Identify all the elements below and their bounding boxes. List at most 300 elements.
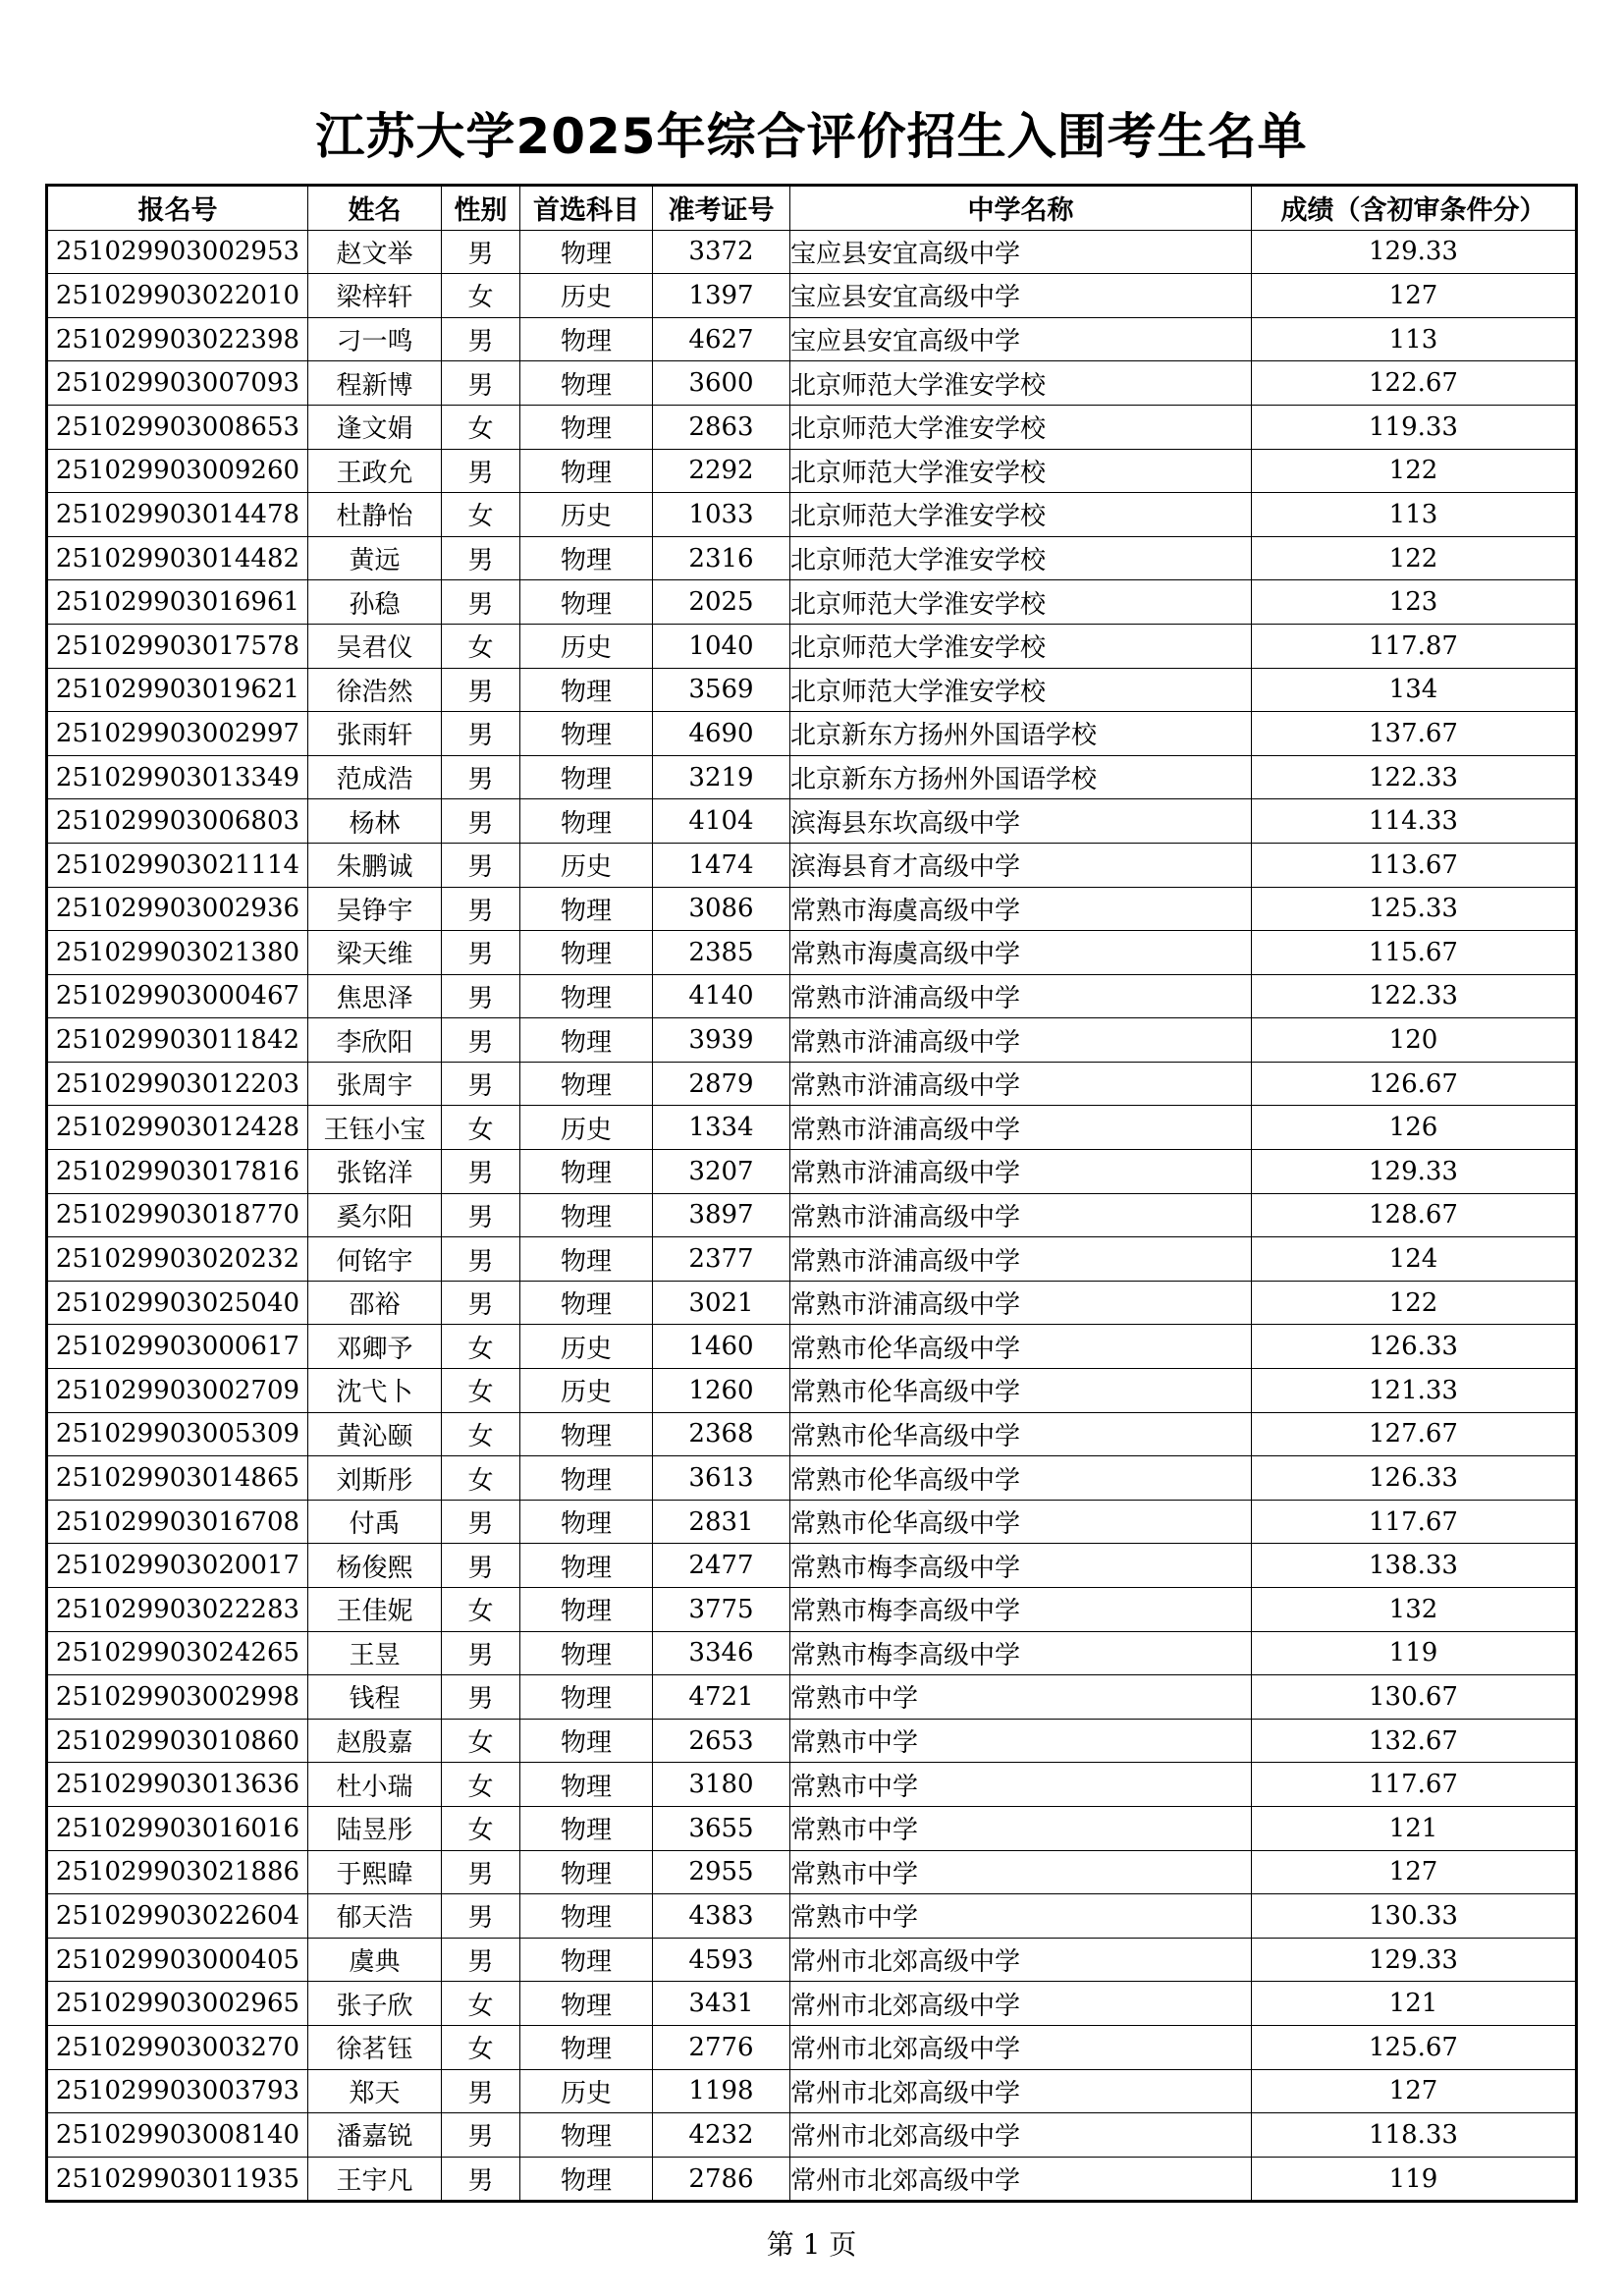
score-cell: 120 bbox=[1252, 1018, 1577, 1063]
table-row bbox=[47, 887, 1577, 931]
high-school-cell: 常州市北郊高级中学 bbox=[790, 1982, 1252, 2026]
first-subject-cell: 物理 bbox=[520, 1544, 653, 1588]
name-cell: 王宇凡 bbox=[308, 2157, 442, 2202]
score-cell: 127 bbox=[1252, 274, 1577, 318]
registration-number-cell: 251029903013349 bbox=[47, 755, 308, 799]
first-subject-cell: 物理 bbox=[520, 1763, 653, 1807]
gender-cell: 男 bbox=[442, 1018, 520, 1063]
first-subject-cell: 历史 bbox=[520, 1369, 653, 1413]
table-row bbox=[47, 1412, 1577, 1456]
first-subject-cell: 物理 bbox=[520, 755, 653, 799]
column-header-gender: 性别 bbox=[442, 186, 520, 231]
high-school-cell: 北京师范大学淮安学校 bbox=[790, 580, 1252, 625]
score-cell: 130.33 bbox=[1252, 1894, 1577, 1939]
table-row bbox=[47, 1982, 1577, 2026]
exam-ticket-number-cell: 2368 bbox=[653, 1412, 790, 1456]
high-school-cell: 常熟市梅李高级中学 bbox=[790, 1631, 1252, 1675]
first-subject-cell: 物理 bbox=[520, 1193, 653, 1237]
exam-ticket-number-cell: 2863 bbox=[653, 405, 790, 449]
table-row bbox=[47, 1281, 1577, 1325]
name-cell: 逢文娟 bbox=[308, 405, 442, 449]
gender-cell: 男 bbox=[442, 931, 520, 975]
high-school-cell: 北京新东方扬州外国语学校 bbox=[790, 755, 1252, 799]
registration-number-cell: 251029903002965 bbox=[47, 1982, 308, 2026]
name-cell: 杜小瑞 bbox=[308, 1763, 442, 1807]
name-cell: 朱鹏诚 bbox=[308, 843, 442, 887]
name-cell: 徐浩然 bbox=[308, 668, 442, 712]
high-school-cell: 常州市北郊高级中学 bbox=[790, 2025, 1252, 2069]
first-subject-cell: 物理 bbox=[520, 712, 653, 756]
first-subject-cell: 物理 bbox=[520, 1588, 653, 1632]
score-cell: 127 bbox=[1252, 2069, 1577, 2113]
high-school-cell: 常熟市浒浦高级中学 bbox=[790, 1106, 1252, 1150]
name-cell: 王佳妮 bbox=[308, 1588, 442, 1632]
score-cell: 119 bbox=[1252, 1631, 1577, 1675]
first-subject-cell: 物理 bbox=[520, 1806, 653, 1850]
score-cell: 126.67 bbox=[1252, 1062, 1577, 1106]
gender-cell: 女 bbox=[442, 1412, 520, 1456]
exam-ticket-number-cell: 2316 bbox=[653, 536, 790, 580]
table-body bbox=[47, 230, 1577, 2202]
registration-number-cell: 251029903014482 bbox=[47, 536, 308, 580]
gender-cell: 男 bbox=[442, 799, 520, 844]
gender-cell: 男 bbox=[442, 2113, 520, 2158]
name-cell: 赵殷嘉 bbox=[308, 1719, 442, 1763]
first-subject-cell: 物理 bbox=[520, 2025, 653, 2069]
high-school-cell: 北京新东方扬州外国语学校 bbox=[790, 712, 1252, 756]
exam-ticket-number-cell: 2776 bbox=[653, 2025, 790, 2069]
first-subject-cell: 历史 bbox=[520, 843, 653, 887]
gender-cell: 男 bbox=[442, 1938, 520, 1982]
gender-cell: 男 bbox=[442, 1237, 520, 1282]
score-cell: 114.33 bbox=[1252, 799, 1577, 844]
registration-number-cell: 251029903000467 bbox=[47, 974, 308, 1018]
first-subject-cell: 物理 bbox=[520, 1631, 653, 1675]
exam-ticket-number-cell: 1260 bbox=[653, 1369, 790, 1413]
column-header-first-subject: 首选科目 bbox=[520, 186, 653, 231]
table-row bbox=[47, 493, 1577, 537]
registration-number-cell: 251029903002998 bbox=[47, 1675, 308, 1720]
admission-list-table bbox=[45, 184, 1578, 2203]
high-school-cell: 常熟市中学 bbox=[790, 1894, 1252, 1939]
registration-number-cell: 251029903021114 bbox=[47, 843, 308, 887]
exam-ticket-number-cell: 1033 bbox=[653, 493, 790, 537]
table-row bbox=[47, 799, 1577, 844]
exam-ticket-number-cell: 4721 bbox=[653, 1675, 790, 1720]
gender-cell: 女 bbox=[442, 1806, 520, 1850]
exam-ticket-number-cell: 4690 bbox=[653, 712, 790, 756]
first-subject-cell: 历史 bbox=[520, 624, 653, 668]
registration-number-cell: 251029903022010 bbox=[47, 274, 308, 318]
registration-number-cell: 251029903000405 bbox=[47, 1938, 308, 1982]
table-row bbox=[47, 1631, 1577, 1675]
gender-cell: 男 bbox=[442, 1500, 520, 1544]
score-cell: 127.67 bbox=[1252, 1412, 1577, 1456]
table-row bbox=[47, 2157, 1577, 2202]
score-cell: 134 bbox=[1252, 668, 1577, 712]
score-cell: 126.33 bbox=[1252, 1325, 1577, 1369]
score-cell: 122 bbox=[1252, 1281, 1577, 1325]
name-cell: 杨俊熙 bbox=[308, 1544, 442, 1588]
score-cell: 138.33 bbox=[1252, 1544, 1577, 1588]
table-row bbox=[47, 449, 1577, 493]
gender-cell: 男 bbox=[442, 230, 520, 274]
first-subject-cell: 物理 bbox=[520, 536, 653, 580]
score-cell: 126.33 bbox=[1252, 1456, 1577, 1501]
exam-ticket-number-cell: 3569 bbox=[653, 668, 790, 712]
registration-number-cell: 251029903002709 bbox=[47, 1369, 308, 1413]
score-cell: 127 bbox=[1252, 1850, 1577, 1894]
registration-number-cell: 251029903022604 bbox=[47, 1894, 308, 1939]
high-school-cell: 常熟市浒浦高级中学 bbox=[790, 1018, 1252, 1063]
table-row bbox=[47, 2113, 1577, 2158]
registration-number-cell: 251029903002997 bbox=[47, 712, 308, 756]
gender-cell: 女 bbox=[442, 624, 520, 668]
high-school-cell: 滨海县育才高级中学 bbox=[790, 843, 1252, 887]
registration-number-cell: 251029903012428 bbox=[47, 1106, 308, 1150]
exam-ticket-number-cell: 3346 bbox=[653, 1631, 790, 1675]
exam-ticket-number-cell: 3897 bbox=[653, 1193, 790, 1237]
registration-number-cell: 251029903021886 bbox=[47, 1850, 308, 1894]
high-school-cell: 滨海县东坎高级中学 bbox=[790, 799, 1252, 844]
name-cell: 郑天 bbox=[308, 2069, 442, 2113]
first-subject-cell: 物理 bbox=[520, 1850, 653, 1894]
table-row bbox=[47, 317, 1577, 361]
first-subject-cell: 物理 bbox=[520, 449, 653, 493]
score-cell: 129.33 bbox=[1252, 1938, 1577, 1982]
gender-cell: 男 bbox=[442, 1281, 520, 1325]
registration-number-cell: 251029903003793 bbox=[47, 2069, 308, 2113]
name-cell: 焦思泽 bbox=[308, 974, 442, 1018]
high-school-cell: 常熟市伦华高级中学 bbox=[790, 1325, 1252, 1369]
table-row bbox=[47, 1894, 1577, 1939]
high-school-cell: 常熟市浒浦高级中学 bbox=[790, 1150, 1252, 1194]
gender-cell: 男 bbox=[442, 536, 520, 580]
score-cell: 122 bbox=[1252, 536, 1577, 580]
registration-number-cell: 251029903018770 bbox=[47, 1193, 308, 1237]
table-row bbox=[47, 1719, 1577, 1763]
table-row bbox=[47, 974, 1577, 1018]
table-row bbox=[47, 712, 1577, 756]
table-row bbox=[47, 1806, 1577, 1850]
gender-cell: 男 bbox=[442, 668, 520, 712]
table-row bbox=[47, 1018, 1577, 1063]
table-row bbox=[47, 1369, 1577, 1413]
registration-number-cell: 251029903010860 bbox=[47, 1719, 308, 1763]
name-cell: 梁梓轩 bbox=[308, 274, 442, 318]
gender-cell: 男 bbox=[442, 843, 520, 887]
high-school-cell: 北京师范大学淮安学校 bbox=[790, 624, 1252, 668]
name-cell: 何铭宇 bbox=[308, 1237, 442, 1282]
score-cell: 125.33 bbox=[1252, 887, 1577, 931]
gender-cell: 女 bbox=[442, 1325, 520, 1369]
name-cell: 潘嘉锐 bbox=[308, 2113, 442, 2158]
first-subject-cell: 历史 bbox=[520, 1325, 653, 1369]
score-cell: 126 bbox=[1252, 1106, 1577, 1150]
registration-number-cell: 251029903014865 bbox=[47, 1456, 308, 1501]
registration-number-cell: 251029903017578 bbox=[47, 624, 308, 668]
gender-cell: 男 bbox=[442, 1631, 520, 1675]
gender-cell: 女 bbox=[442, 1763, 520, 1807]
table-row bbox=[47, 361, 1577, 406]
registration-number-cell: 251029903014478 bbox=[47, 493, 308, 537]
name-cell: 杨林 bbox=[308, 799, 442, 844]
gender-cell: 男 bbox=[442, 755, 520, 799]
table-header-row bbox=[47, 186, 1577, 231]
exam-ticket-number-cell: 2025 bbox=[653, 580, 790, 625]
high-school-cell: 常熟市浒浦高级中学 bbox=[790, 974, 1252, 1018]
score-cell: 129.33 bbox=[1252, 1150, 1577, 1194]
high-school-cell: 北京师范大学淮安学校 bbox=[790, 493, 1252, 537]
gender-cell: 男 bbox=[442, 974, 520, 1018]
table-row bbox=[47, 1675, 1577, 1720]
name-cell: 赵文举 bbox=[308, 230, 442, 274]
page-number: 第 1 页 bbox=[766, 2228, 857, 2261]
gender-cell: 男 bbox=[442, 1894, 520, 1939]
name-cell: 刘斯彤 bbox=[308, 1456, 442, 1501]
first-subject-cell: 历史 bbox=[520, 2069, 653, 2113]
name-cell: 沈弋卜 bbox=[308, 1369, 442, 1413]
gender-cell: 女 bbox=[442, 1982, 520, 2026]
registration-number-cell: 251029903025040 bbox=[47, 1281, 308, 1325]
exam-ticket-number-cell: 4104 bbox=[653, 799, 790, 844]
high-school-cell: 常熟市中学 bbox=[790, 1806, 1252, 1850]
exam-ticket-number-cell: 4627 bbox=[653, 317, 790, 361]
score-cell: 117.87 bbox=[1252, 624, 1577, 668]
score-cell: 118.33 bbox=[1252, 2113, 1577, 2158]
first-subject-cell: 历史 bbox=[520, 274, 653, 318]
table-row bbox=[47, 2069, 1577, 2113]
exam-ticket-number-cell: 3939 bbox=[653, 1018, 790, 1063]
exam-ticket-number-cell: 3219 bbox=[653, 755, 790, 799]
name-cell: 郁天浩 bbox=[308, 1894, 442, 1939]
table-row bbox=[47, 1325, 1577, 1369]
first-subject-cell: 物理 bbox=[520, 1237, 653, 1282]
name-cell: 邓卿予 bbox=[308, 1325, 442, 1369]
registration-number-cell: 251029903016961 bbox=[47, 580, 308, 625]
registration-number-cell: 251029903009260 bbox=[47, 449, 308, 493]
score-cell: 132 bbox=[1252, 1588, 1577, 1632]
name-cell: 程新博 bbox=[308, 361, 442, 406]
exam-ticket-number-cell: 4232 bbox=[653, 2113, 790, 2158]
first-subject-cell: 物理 bbox=[520, 580, 653, 625]
first-subject-cell: 物理 bbox=[520, 1456, 653, 1501]
name-cell: 杜静怡 bbox=[308, 493, 442, 537]
score-cell: 117.67 bbox=[1252, 1500, 1577, 1544]
exam-ticket-number-cell: 3372 bbox=[653, 230, 790, 274]
score-cell: 119.33 bbox=[1252, 405, 1577, 449]
high-school-cell: 常州市北郊高级中学 bbox=[790, 2157, 1252, 2202]
exam-ticket-number-cell: 1460 bbox=[653, 1325, 790, 1369]
name-cell: 梁天维 bbox=[308, 931, 442, 975]
gender-cell: 女 bbox=[442, 1456, 520, 1501]
exam-ticket-number-cell: 3180 bbox=[653, 1763, 790, 1807]
exam-ticket-number-cell: 3431 bbox=[653, 1982, 790, 2026]
first-subject-cell: 物理 bbox=[520, 1150, 653, 1194]
registration-number-cell: 251029903000617 bbox=[47, 1325, 308, 1369]
score-cell: 125.67 bbox=[1252, 2025, 1577, 2069]
gender-cell: 女 bbox=[442, 1719, 520, 1763]
score-cell: 113.67 bbox=[1252, 843, 1577, 887]
exam-ticket-number-cell: 3655 bbox=[653, 1806, 790, 1850]
gender-cell: 男 bbox=[442, 580, 520, 625]
gender-cell: 男 bbox=[442, 1193, 520, 1237]
exam-ticket-number-cell: 1334 bbox=[653, 1106, 790, 1150]
first-subject-cell: 物理 bbox=[520, 1938, 653, 1982]
exam-ticket-number-cell: 2955 bbox=[653, 1850, 790, 1894]
name-cell: 刁一鸣 bbox=[308, 317, 442, 361]
high-school-cell: 常熟市海虞高级中学 bbox=[790, 931, 1252, 975]
registration-number-cell: 251029903008140 bbox=[47, 2113, 308, 2158]
first-subject-cell: 物理 bbox=[520, 405, 653, 449]
high-school-cell: 北京师范大学淮安学校 bbox=[790, 449, 1252, 493]
registration-number-cell: 251029903020017 bbox=[47, 1544, 308, 1588]
first-subject-cell: 物理 bbox=[520, 931, 653, 975]
table-row bbox=[47, 1062, 1577, 1106]
high-school-cell: 常熟市伦华高级中学 bbox=[790, 1412, 1252, 1456]
high-school-cell: 常熟市浒浦高级中学 bbox=[790, 1062, 1252, 1106]
first-subject-cell: 物理 bbox=[520, 1719, 653, 1763]
registration-number-cell: 251029903017816 bbox=[47, 1150, 308, 1194]
name-cell: 王昱 bbox=[308, 1631, 442, 1675]
first-subject-cell: 物理 bbox=[520, 2157, 653, 2202]
gender-cell: 男 bbox=[442, 2157, 520, 2202]
name-cell: 于熙暐 bbox=[308, 1850, 442, 1894]
score-cell: 124 bbox=[1252, 1237, 1577, 1282]
table-row bbox=[47, 1150, 1577, 1194]
table-row bbox=[47, 2025, 1577, 2069]
score-cell: 132.67 bbox=[1252, 1719, 1577, 1763]
first-subject-cell: 物理 bbox=[520, 2113, 653, 2158]
name-cell: 王钰小宝 bbox=[308, 1106, 442, 1150]
name-cell: 张周宇 bbox=[308, 1062, 442, 1106]
registration-number-cell: 251029903008653 bbox=[47, 405, 308, 449]
exam-ticket-number-cell: 3207 bbox=[653, 1150, 790, 1194]
registration-number-cell: 251029903007093 bbox=[47, 361, 308, 406]
score-cell: 121 bbox=[1252, 1982, 1577, 2026]
exam-ticket-number-cell: 2831 bbox=[653, 1500, 790, 1544]
gender-cell: 男 bbox=[442, 887, 520, 931]
score-cell: 129.33 bbox=[1252, 230, 1577, 274]
registration-number-cell: 251029903011935 bbox=[47, 2157, 308, 2202]
first-subject-cell: 物理 bbox=[520, 230, 653, 274]
name-cell: 奚尔阳 bbox=[308, 1193, 442, 1237]
exam-ticket-number-cell: 1198 bbox=[653, 2069, 790, 2113]
name-cell: 范成浩 bbox=[308, 755, 442, 799]
high-school-cell: 常熟市海虞高级中学 bbox=[790, 887, 1252, 931]
high-school-cell: 常熟市伦华高级中学 bbox=[790, 1456, 1252, 1501]
score-cell: 113 bbox=[1252, 493, 1577, 537]
table-row bbox=[47, 843, 1577, 887]
registration-number-cell: 251029903022283 bbox=[47, 1588, 308, 1632]
name-cell: 付禹 bbox=[308, 1500, 442, 1544]
registration-number-cell: 251029903011842 bbox=[47, 1018, 308, 1063]
high-school-cell: 北京师范大学淮安学校 bbox=[790, 405, 1252, 449]
first-subject-cell: 物理 bbox=[520, 974, 653, 1018]
registration-number-cell: 251029903012203 bbox=[47, 1062, 308, 1106]
score-cell: 130.67 bbox=[1252, 1675, 1577, 1720]
column-header-score: 成绩（含初审条件分） bbox=[1252, 186, 1577, 231]
registration-number-cell: 251029903003270 bbox=[47, 2025, 308, 2069]
gender-cell: 男 bbox=[442, 449, 520, 493]
gender-cell: 男 bbox=[442, 712, 520, 756]
table-row bbox=[47, 668, 1577, 712]
high-school-cell: 宝应县安宜高级中学 bbox=[790, 274, 1252, 318]
name-cell: 张铭洋 bbox=[308, 1150, 442, 1194]
exam-ticket-number-cell: 2292 bbox=[653, 449, 790, 493]
exam-ticket-number-cell: 1040 bbox=[653, 624, 790, 668]
gender-cell: 女 bbox=[442, 405, 520, 449]
first-subject-cell: 物理 bbox=[520, 1500, 653, 1544]
registration-number-cell: 251029903002953 bbox=[47, 230, 308, 274]
gender-cell: 男 bbox=[442, 1150, 520, 1194]
table-row bbox=[47, 1237, 1577, 1282]
exam-ticket-number-cell: 2653 bbox=[653, 1719, 790, 1763]
name-cell: 陆昱彤 bbox=[308, 1806, 442, 1850]
exam-ticket-number-cell: 3021 bbox=[653, 1281, 790, 1325]
table-row bbox=[47, 1500, 1577, 1544]
gender-cell: 女 bbox=[442, 1588, 520, 1632]
high-school-cell: 北京师范大学淮安学校 bbox=[790, 668, 1252, 712]
name-cell: 邵裕 bbox=[308, 1281, 442, 1325]
registration-number-cell: 251029903002936 bbox=[47, 887, 308, 931]
first-subject-cell: 历史 bbox=[520, 1106, 653, 1150]
gender-cell: 女 bbox=[442, 2025, 520, 2069]
name-cell: 李欣阳 bbox=[308, 1018, 442, 1063]
gender-cell: 女 bbox=[442, 1106, 520, 1150]
first-subject-cell: 物理 bbox=[520, 668, 653, 712]
exam-ticket-number-cell: 3086 bbox=[653, 887, 790, 931]
high-school-cell: 常州市北郊高级中学 bbox=[790, 2113, 1252, 2158]
high-school-cell: 常熟市中学 bbox=[790, 1719, 1252, 1763]
registration-number-cell: 251029903005309 bbox=[47, 1412, 308, 1456]
high-school-cell: 常熟市浒浦高级中学 bbox=[790, 1193, 1252, 1237]
table-row bbox=[47, 1456, 1577, 1501]
exam-ticket-number-cell: 1474 bbox=[653, 843, 790, 887]
high-school-cell: 北京师范大学淮安学校 bbox=[790, 536, 1252, 580]
high-school-cell: 常熟市中学 bbox=[790, 1675, 1252, 1720]
score-cell: 122.33 bbox=[1252, 755, 1577, 799]
exam-ticket-number-cell: 3613 bbox=[653, 1456, 790, 1501]
high-school-cell: 常熟市梅李高级中学 bbox=[790, 1588, 1252, 1632]
score-cell: 122.67 bbox=[1252, 361, 1577, 406]
table-row bbox=[47, 274, 1577, 318]
name-cell: 王政允 bbox=[308, 449, 442, 493]
high-school-cell: 常州市北郊高级中学 bbox=[790, 2069, 1252, 2113]
gender-cell: 男 bbox=[442, 361, 520, 406]
registration-number-cell: 251029903016708 bbox=[47, 1500, 308, 1544]
exam-ticket-number-cell: 2879 bbox=[653, 1062, 790, 1106]
high-school-cell: 宝应县安宜高级中学 bbox=[790, 230, 1252, 274]
column-header-registration-number: 报名号 bbox=[47, 186, 308, 231]
exam-ticket-number-cell: 2385 bbox=[653, 931, 790, 975]
name-cell: 张子欣 bbox=[308, 1982, 442, 2026]
table-row bbox=[47, 1763, 1577, 1807]
table-row bbox=[47, 536, 1577, 580]
registration-number-cell: 251029903021380 bbox=[47, 931, 308, 975]
table-row bbox=[47, 1938, 1577, 1982]
score-cell: 128.67 bbox=[1252, 1193, 1577, 1237]
first-subject-cell: 物理 bbox=[520, 1982, 653, 2026]
first-subject-cell: 物理 bbox=[520, 361, 653, 406]
exam-ticket-number-cell: 2786 bbox=[653, 2157, 790, 2202]
registration-number-cell: 251029903024265 bbox=[47, 1631, 308, 1675]
score-cell: 119 bbox=[1252, 2157, 1577, 2202]
high-school-cell: 常熟市浒浦高级中学 bbox=[790, 1237, 1252, 1282]
name-cell: 徐茗钰 bbox=[308, 2025, 442, 2069]
gender-cell: 女 bbox=[442, 1369, 520, 1413]
gender-cell: 男 bbox=[442, 1675, 520, 1720]
